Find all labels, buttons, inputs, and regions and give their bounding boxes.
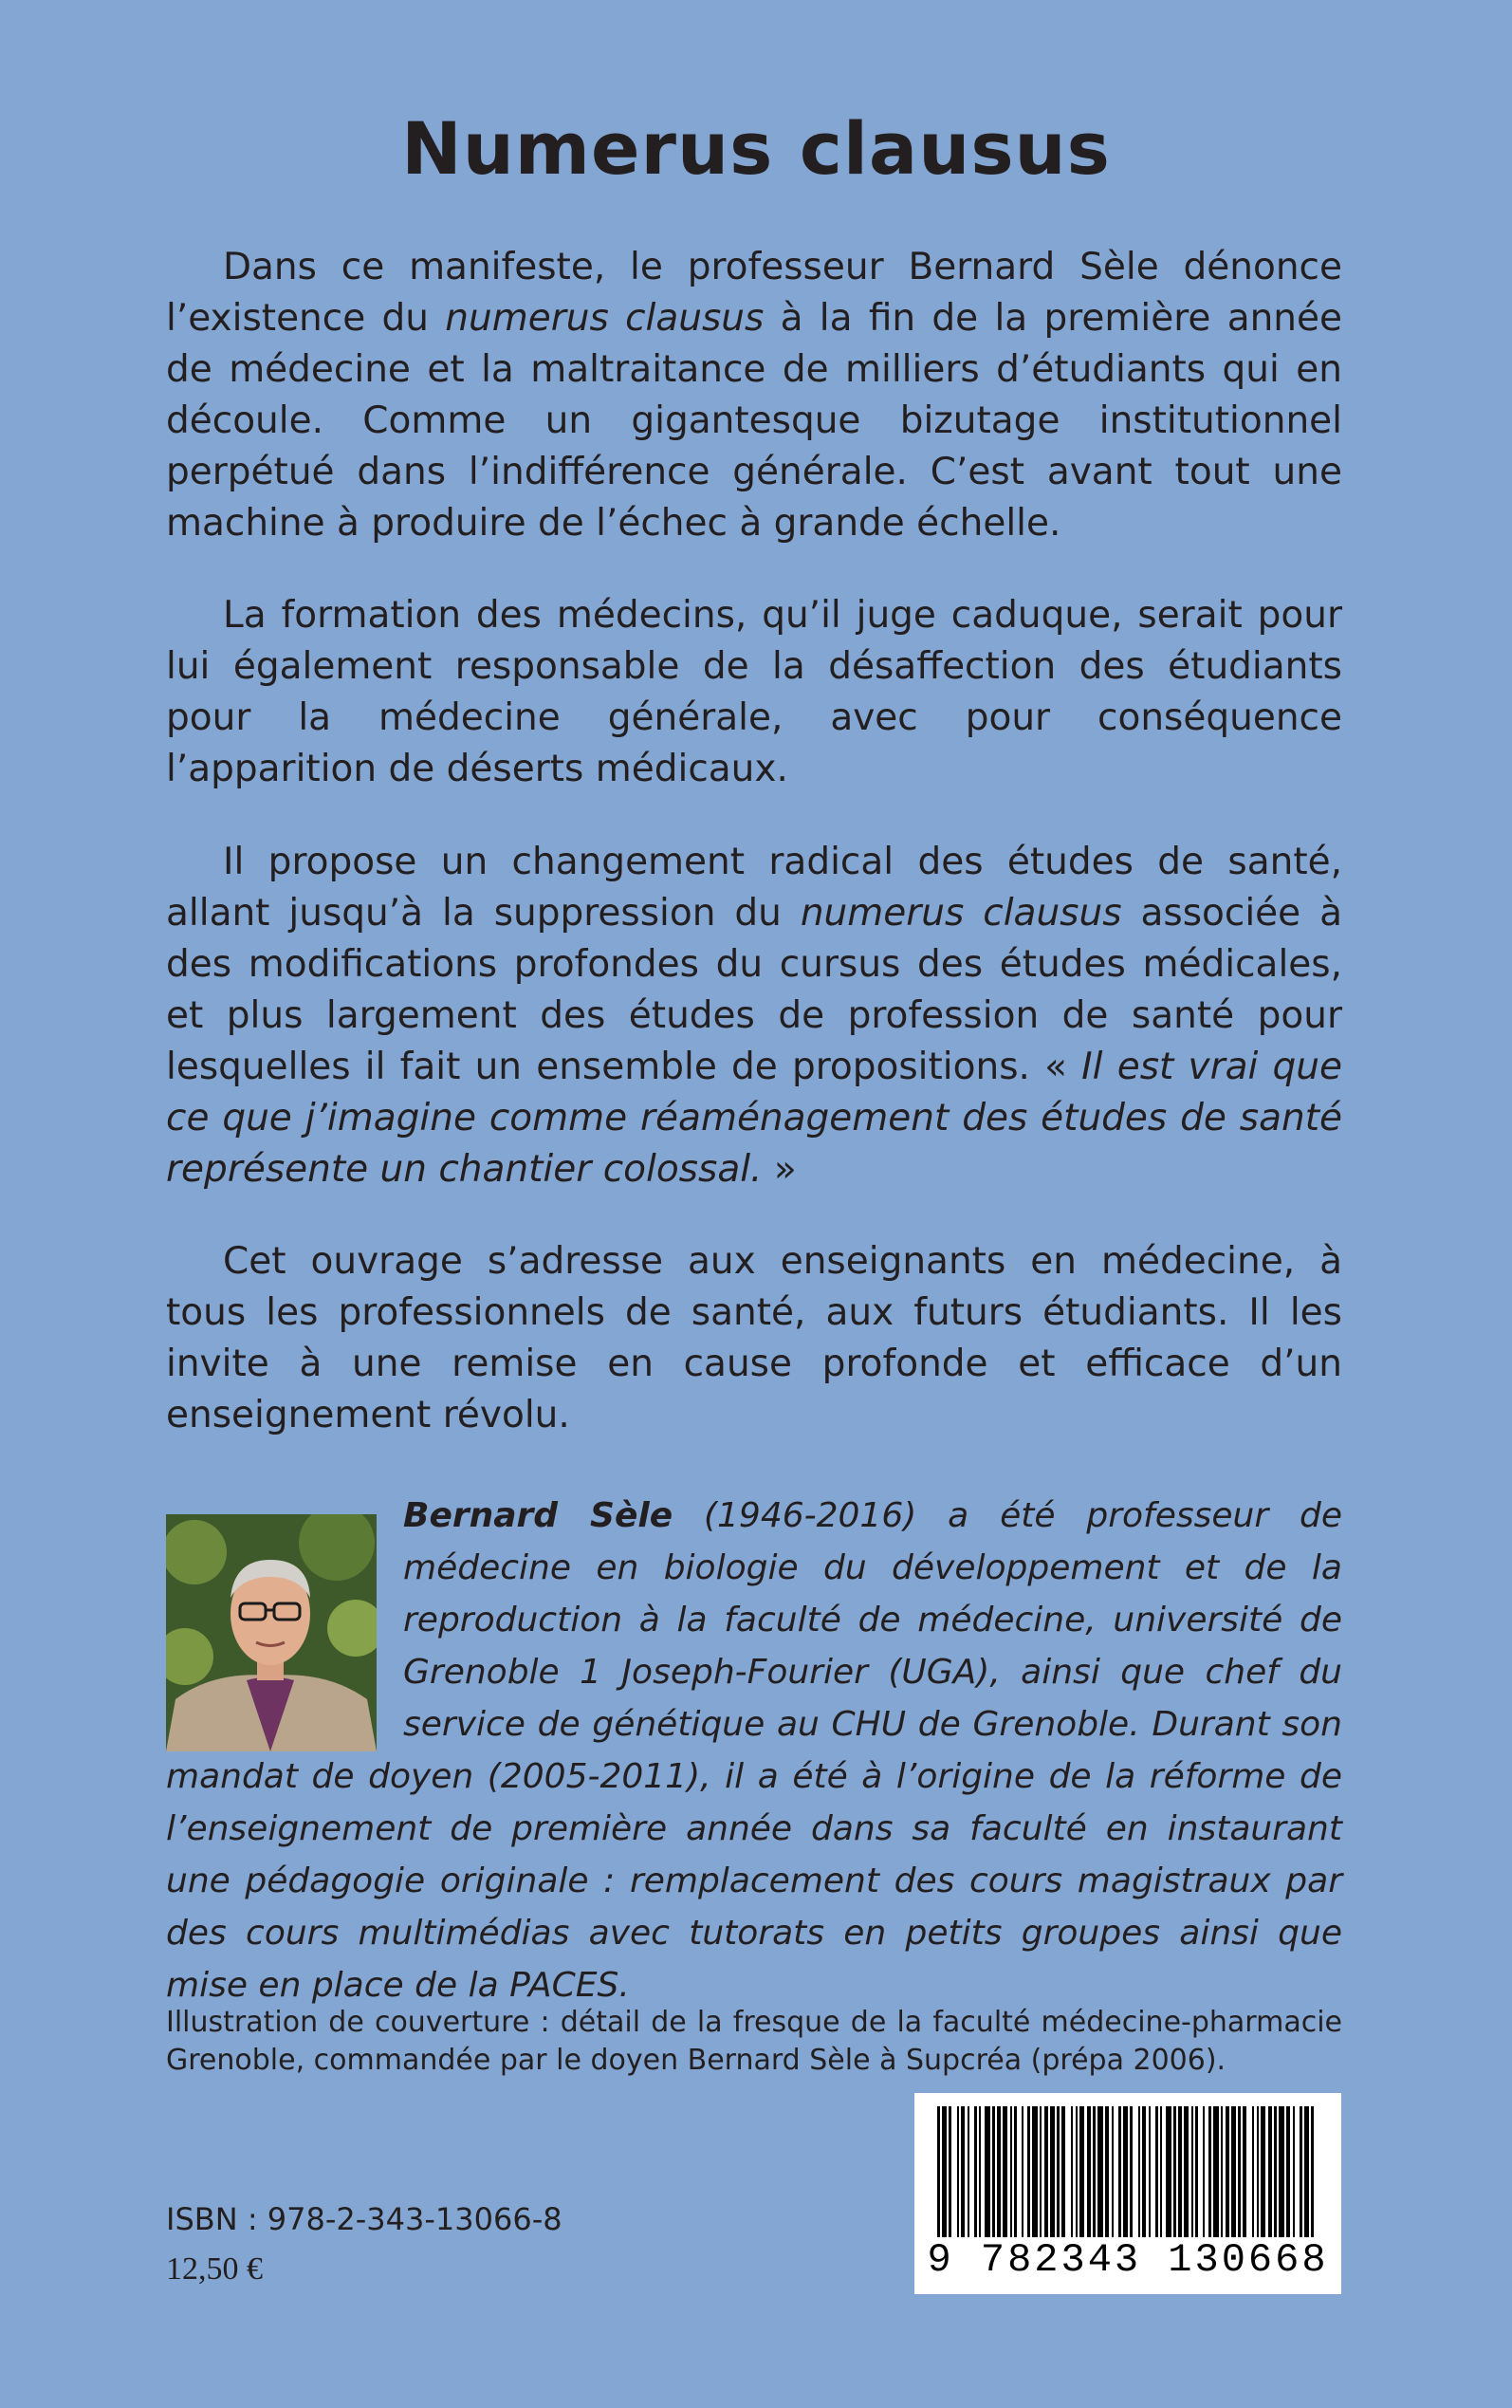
barcode-bar xyxy=(1184,2106,1189,2237)
barcode-bar xyxy=(1044,2106,1048,2237)
barcode-bar xyxy=(1252,2106,1254,2237)
barcode-bar xyxy=(1173,2106,1176,2237)
cover-illustration-credit: Illustration de couverture : détail de la fresque de la faculté médecine-pharmacie Grenoble, commandée par le doyen Bernard Sèle à Supcréa (prépa 2006). xyxy=(166,2006,1342,2077)
barcode-bar xyxy=(1093,2106,1096,2237)
barcode-bar xyxy=(1166,2106,1171,2237)
barcode-bar xyxy=(1112,2106,1114,2237)
barcode-bar xyxy=(1118,2106,1121,2237)
barcode-bar xyxy=(1057,2106,1060,2237)
price: 12,50 € xyxy=(166,2251,263,2287)
barcode-bar xyxy=(1130,2106,1133,2237)
barcode-bar xyxy=(1293,2106,1295,2237)
barcode-bar xyxy=(1071,2106,1073,2237)
author-bio: Bernard Sèle (1946-2016) a été professeur de médecine en biologie du développement et de la reproduction à la faculté de médecine, université de Grenoble 1 Joseph-Fourier (UGA), ainsi que chef du service de génétique au CHU de Grenoble. Durant son mandat de doyen (2005-2011), il a été à l’origine de la réforme de l’enseignement de première année dans sa faculté en instaurant une pédagogie originale : remplacement des cours magistraux par des cours multimédias avec tutorats en petits groupes ainsi que mise en place de la PACES. xyxy=(166,1496,1342,2005)
barcode-bar xyxy=(1014,2106,1017,2237)
barcode-bar xyxy=(1231,2106,1236,2237)
barcode-bar xyxy=(1203,2106,1205,2237)
barcode-bar xyxy=(1050,2106,1055,2237)
barcode-bar xyxy=(1274,2106,1277,2237)
barcode-bar xyxy=(1268,2106,1272,2237)
barcode xyxy=(914,2093,1341,2294)
barcode-bar xyxy=(1061,2106,1065,2237)
barcode-bar xyxy=(1155,2106,1158,2237)
barcode-bar xyxy=(1160,2106,1162,2237)
barcode-bar xyxy=(1079,2106,1084,2237)
barcode-bar xyxy=(1178,2106,1182,2237)
barcode-bar xyxy=(1097,2106,1103,2237)
barcode-bar xyxy=(1221,2106,1223,2237)
barcode-bar xyxy=(992,2106,995,2237)
barcode-bar xyxy=(1027,2106,1030,2237)
author-photo xyxy=(166,1514,377,1751)
barcode-bar xyxy=(1087,2106,1091,2237)
barcode-bar xyxy=(957,2106,959,2237)
barcode-bar xyxy=(1003,2106,1007,2237)
barcode-bar xyxy=(937,2106,940,2237)
barcode-bar xyxy=(1257,2106,1259,2237)
barcode-bar xyxy=(1022,2106,1023,2237)
barcode-bar xyxy=(1105,2106,1109,2237)
barcode-bar xyxy=(1195,2106,1198,2237)
barcode-bar xyxy=(1238,2106,1241,2237)
barcode-bar xyxy=(1304,2106,1309,2237)
barcode-bar xyxy=(985,2106,990,2237)
barcode-bar xyxy=(997,2106,1001,2237)
barcode-bar xyxy=(1032,2106,1038,2237)
barcode-bar xyxy=(968,2106,969,2237)
paragraph-1: Dans ce manifeste, le professeur Bernard Sèle dénonce l’existence du numerus clausus à la fin de la première année de médecine et la maltraitance de milliers d’étudiants qui en découle. Comme un gigantesque bizutage institutionnel perpétué dans l’indifférence générale. C’est avant tout une machine à produire de l’échec à grande échelle. xyxy=(166,246,1343,545)
barcode-bar xyxy=(1243,2106,1246,2237)
barcode-bar xyxy=(1208,2106,1211,2237)
book-title: Numerus clausus xyxy=(401,106,1111,191)
barcode-bar xyxy=(1226,2106,1229,2237)
barcode-bar xyxy=(1300,2106,1302,2237)
barcode-bar xyxy=(1279,2106,1284,2237)
paragraph-4: Cet ouvrage s’adresse aux enseignants en médecine, à tous les professionnels de santé, aux futurs étudiants. Il les invite à une remise en cause profonde et efficace d’un enseignement révolu. xyxy=(166,1240,1342,1436)
isbn-text: ISBN : 978-2-343-13066-8 xyxy=(166,2201,562,2237)
paragraph-2: La formation des médecins, qu’il juge caduque, serait pour lui également responsable de la désaffection des étudiants pour la médecine générale, avec pour conséquence l’apparition de déserts médicaux. xyxy=(166,594,1342,790)
barcode-digits: 9 782343 130668 xyxy=(927,2237,1329,2283)
barcode-bar xyxy=(1149,2106,1151,2237)
barcode-bar xyxy=(1261,2106,1265,2237)
barcode-bar xyxy=(974,2106,977,2237)
barcode-bar xyxy=(961,2106,965,2237)
barcode-bar xyxy=(1076,2106,1078,2237)
barcode-bar xyxy=(949,2106,951,2237)
barcode-bar xyxy=(1142,2106,1146,2237)
barcode-bar xyxy=(1286,2106,1290,2237)
barcode-bar xyxy=(942,2106,947,2237)
barcode-bar xyxy=(1213,2106,1219,2237)
barcode-bar xyxy=(979,2106,981,2237)
barcode-bar xyxy=(1311,2106,1314,2237)
barcode-bar xyxy=(1191,2106,1193,2237)
barcode-bar xyxy=(1123,2106,1128,2237)
barcode-bar xyxy=(1010,2106,1012,2237)
paragraph-3: Il propose un changement radical des études de santé, allant jusqu’à la suppression du numerus clausus associée à des modifications profondes du cursus des études médicales, et plus largement des études de profession de santé pour lesquelles il fait un ensemble de propositions. « Il est vrai que ce que j’imagine comme réaménagement des études de santé représente un chantier colossal. » xyxy=(166,841,1343,1191)
barcode-bar xyxy=(1040,2106,1042,2237)
barcode-bar xyxy=(1138,2106,1140,2237)
